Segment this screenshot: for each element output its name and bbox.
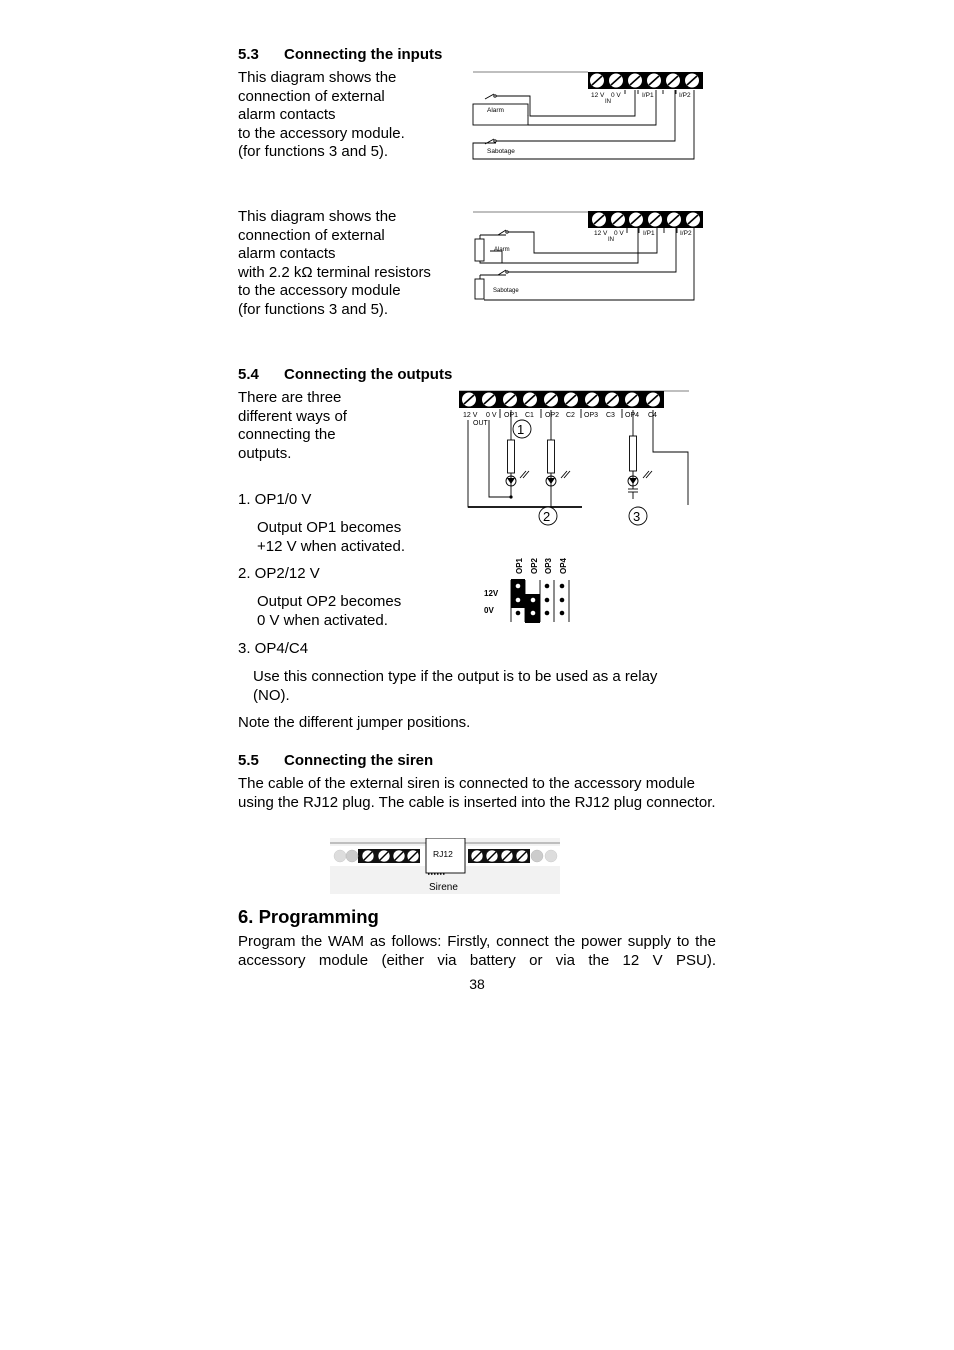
marker-2: 2 xyxy=(543,509,551,524)
jumper-op3-label: OP3 xyxy=(544,557,553,574)
jumper-op2-label: OP2 xyxy=(530,557,539,574)
term-12v: 12 V xyxy=(463,412,478,419)
term-0v: 0 V xyxy=(611,92,621,99)
alarm-label: Alarm xyxy=(487,107,504,114)
section-title: Connecting the outputs xyxy=(284,366,453,383)
term-12v: 12 V xyxy=(594,230,608,237)
rj12-label: RJ12 xyxy=(433,849,453,859)
inputs-diagram-1 xyxy=(470,68,706,164)
sabotage-label: Sabotage xyxy=(487,148,515,155)
inputs-text-2: This diagram shows the connection of external alarm contacts with 2.2 kΩ terminal resistors to the accessory module (for functions 3 and 5). xyxy=(238,208,431,318)
sabotage-label: Sabotage xyxy=(493,288,519,294)
output-option-2-desc: Output OP2 becomes 0 V when activated. xyxy=(257,593,402,629)
jumper-0v-label: 0V xyxy=(484,606,494,615)
section-6-heading: 6. Programming xyxy=(238,906,379,927)
siren-text: The cable of the external siren is connected to the accessory module using the RJ12 plug. The cable is inserted into the RJ12 plug connector. xyxy=(238,775,716,811)
outputs-diagram xyxy=(456,386,692,532)
output-option-2: 2. OP2/12 V xyxy=(238,565,320,582)
jumper-op4-label: OP4 xyxy=(559,557,568,574)
section-number: 5.3 xyxy=(238,46,259,63)
jumper-diagram xyxy=(480,550,572,626)
siren-diagram xyxy=(330,838,560,894)
marker-3: 3 xyxy=(633,509,641,524)
term-ip2: I/P2 xyxy=(679,92,691,99)
alarm-label: Alarm xyxy=(494,247,510,253)
term-op1: OP1 xyxy=(504,412,519,419)
term-ip1: I/P1 xyxy=(643,230,655,237)
section-title: Connecting the siren xyxy=(284,752,434,769)
jumper-op1-label: OP1 xyxy=(515,557,524,574)
output-option-3: 3. OP4/C4 xyxy=(238,640,309,657)
inputs-text-1: This diagram shows the connection of external alarm contacts to the accessory module. (for functions 3 and 5). xyxy=(238,69,405,160)
term-op4: OP4 xyxy=(625,412,640,419)
term-c4: C4 xyxy=(648,412,657,419)
jumper-note: Note the different jumper positions. xyxy=(238,714,471,731)
section-5-5-heading xyxy=(238,752,433,769)
output-option-1-desc: Output OP1 becomes +12 V when activated. xyxy=(257,519,406,555)
page-number: 38 xyxy=(469,976,485,992)
term-c1: C1 xyxy=(525,412,534,419)
inputs-diagram-2 xyxy=(470,208,706,304)
term-in: IN xyxy=(605,99,611,105)
term-ip2: I/P2 xyxy=(680,230,692,237)
programming-text: Program the WAM as follows: Firstly, connect the power supply to the accessory module (either via battery or via the 12 V PSU). xyxy=(238,933,716,969)
jumper-12v-label: 12V xyxy=(484,589,499,598)
term-out: OUT xyxy=(473,420,488,427)
term-ip1: I/P1 xyxy=(642,92,654,99)
marker-1: 1 xyxy=(517,422,525,437)
section-5-3-heading xyxy=(238,46,442,63)
term-op2: OP2 xyxy=(545,412,560,419)
section-title: Connecting the inputs xyxy=(284,46,443,63)
term-0v: 0 V xyxy=(614,230,624,237)
term-in: IN xyxy=(608,237,614,243)
section-number: 5.4 xyxy=(238,366,259,383)
term-op3: OP3 xyxy=(584,412,599,419)
section-5-4-heading xyxy=(238,366,452,383)
term-c3: C3 xyxy=(606,412,615,419)
section-number: 5.5 xyxy=(238,752,259,769)
outputs-intro: There are three different ways of connecting the outputs. xyxy=(238,389,347,462)
output-option-3-desc: Use this connection type if the output is to be used as a relay (NO). xyxy=(253,668,658,704)
term-12v: 12 V xyxy=(591,92,605,99)
term-0v: 0 V xyxy=(486,412,497,419)
term-c2: C2 xyxy=(566,412,575,419)
output-option-1: 1. OP1/0 V xyxy=(238,491,312,508)
sirene-label: Sirene xyxy=(429,882,458,893)
